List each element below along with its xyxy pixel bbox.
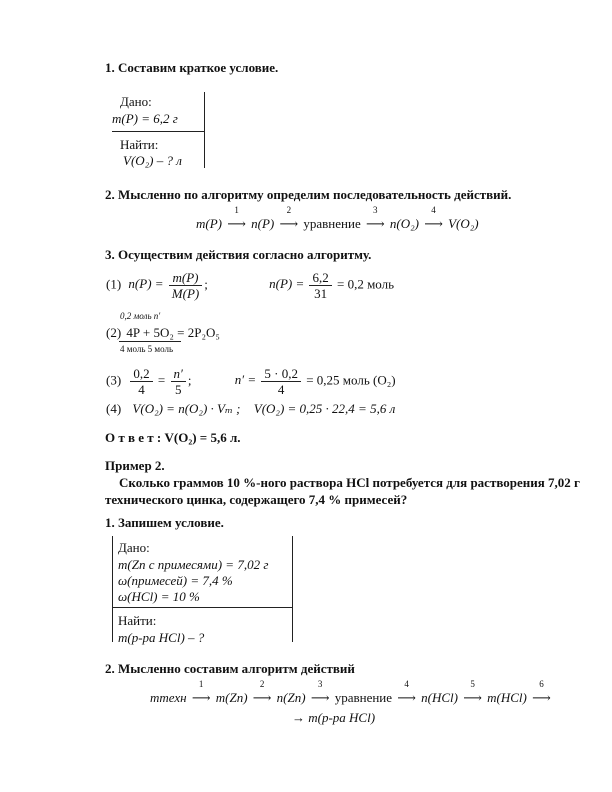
algo1-s4: V(O₂) xyxy=(448,216,479,231)
algo2-s3: уравнение xyxy=(334,690,393,705)
given2-divider xyxy=(112,607,292,608)
given2-find-label: Найти: xyxy=(118,613,157,628)
a2-underline xyxy=(119,341,181,342)
algo1-s0: m(P) xyxy=(196,216,222,231)
a1-fraction-2: $\frac{6,2}{31}$ xyxy=(309,270,331,301)
a3-fraction-2: $\frac{n'}{5}$ xyxy=(171,366,186,397)
given1-find-label: Найти: xyxy=(120,137,159,152)
action-1 xyxy=(106,270,394,301)
given1-value: m(P) = 6,2 г xyxy=(112,111,178,126)
algo2-s5: m(HCl) xyxy=(487,690,527,705)
a3-result: = 0,25 моль (O₂) xyxy=(306,372,396,388)
a3-equals: = xyxy=(157,372,166,388)
a1-lhs: n(P) = xyxy=(128,276,164,292)
algo1-s3: n(O₂) xyxy=(389,216,419,231)
given1-divider xyxy=(112,131,204,132)
a1-semicolon: ; xyxy=(204,276,208,292)
algo1-s1: n(P) xyxy=(251,216,275,231)
action-2 xyxy=(106,325,220,341)
a4-formula: V(O₂) = n(O₂) · Vₘ ; xyxy=(132,401,241,416)
a3-lhs2: n′ = xyxy=(234,372,257,388)
algo2-arrow-2: 2 ⟶ xyxy=(252,679,272,705)
algo2-arrow-5: 5 ⟶ xyxy=(463,679,482,705)
step2-title: 2. Мысленно по алгоритму определим последовательность действий. xyxy=(105,187,512,202)
example2-text-line1: Сколько граммов 10 %-ного раствора HCl потребуется для растворения 7,02 г xyxy=(119,475,580,490)
algo2-arrow-cont: → xyxy=(292,710,305,725)
algorithm-2 xyxy=(150,679,553,706)
algo2-arrow-4: 4 ⟶ xyxy=(397,679,416,705)
algo1-arrow-1: 1 ⟶ xyxy=(227,205,246,231)
algo2-s0: mтехн xyxy=(150,690,187,705)
action-3 xyxy=(106,366,396,397)
algo1-s2: уравнение xyxy=(303,216,361,231)
a2-bottom-annotation: 4 моль 5 моль xyxy=(120,344,174,354)
algo2-s6: m(р-ра HCl) xyxy=(308,710,376,725)
a1-fraction: $\frac{m(P)}{M(P)}$ xyxy=(169,270,202,301)
ex2-step2-title: 2. Мысленно составим алгоритм действий xyxy=(105,661,355,676)
given2-find: m(р-ра HCl) – ? xyxy=(118,630,205,645)
a4-calc: V(O₂) = 0,25 · 22,4 = 5,6 л xyxy=(253,401,396,416)
algo2-s4: n(HCl) xyxy=(421,690,459,705)
given2-left-border xyxy=(112,536,113,642)
algo2-arrow-1: 1 ⟶ xyxy=(191,679,211,705)
a4-index: (4) xyxy=(106,401,122,416)
given1-vertical xyxy=(204,92,205,168)
algo2-arrow-3: 3 ⟶ xyxy=(310,679,330,705)
example2-title: Пример 2. xyxy=(105,458,165,473)
algo1-arrow-4: 4 ⟶ xyxy=(424,205,443,231)
action-4 xyxy=(106,401,395,417)
given2-v3: ω(HCl) = 10 % xyxy=(118,589,200,604)
given2-v2: ω(примесей) = 7,4 % xyxy=(118,573,233,588)
algo1-arrow-3: 3 ⟶ xyxy=(365,205,385,231)
a3-fraction-1: $\frac{0,2}{4}$ xyxy=(130,366,152,397)
a2-equation: 4P + 5O₂ = 2P₂O₅ xyxy=(126,325,220,340)
a3-fraction-3: $\frac{5 \cdot 0,2}{4}$ xyxy=(261,366,301,397)
given2-label: Дано: xyxy=(118,540,150,555)
algo2-arrow-6: 6 ⟶ xyxy=(532,679,551,705)
a2-index: (2) xyxy=(106,325,122,340)
example2-text-line2: технического цинка, содержащего 7,4 % примесей? xyxy=(105,492,408,507)
algo2-s1: m(Zn) xyxy=(215,690,248,705)
step1-title: 1. Составим краткое условие. xyxy=(105,60,279,75)
a3-index: (3) xyxy=(106,372,122,388)
a2-top-annotation: 0,2 моль n′ xyxy=(120,311,161,321)
ex2-step1-title: 1. Запишем условие. xyxy=(105,515,224,530)
a1-lhs2: n(P) = xyxy=(269,276,305,292)
given1-label: Дано: xyxy=(120,94,152,109)
algo1-arrow-2: 2 ⟶ xyxy=(279,205,299,231)
algorithm-2-line2 xyxy=(292,710,375,726)
answer: О т в е т : V(O₂) = 5,6 л. xyxy=(105,430,241,445)
a1-result: = 0,2 моль xyxy=(336,276,395,292)
a1-index: (1) xyxy=(106,276,122,292)
step3-title: 3. Осуществим действия согласно алгоритму. xyxy=(105,247,372,262)
given1-find: V(O₂) – ? л xyxy=(123,153,182,168)
a3-semicolon: ; xyxy=(187,372,192,388)
given2-vertical xyxy=(292,536,293,642)
algo2-s2: n(Zn) xyxy=(276,690,306,705)
algorithm-1 xyxy=(196,205,479,232)
given2-v1: m(Zn с примесями) = 7,02 г xyxy=(118,557,269,572)
